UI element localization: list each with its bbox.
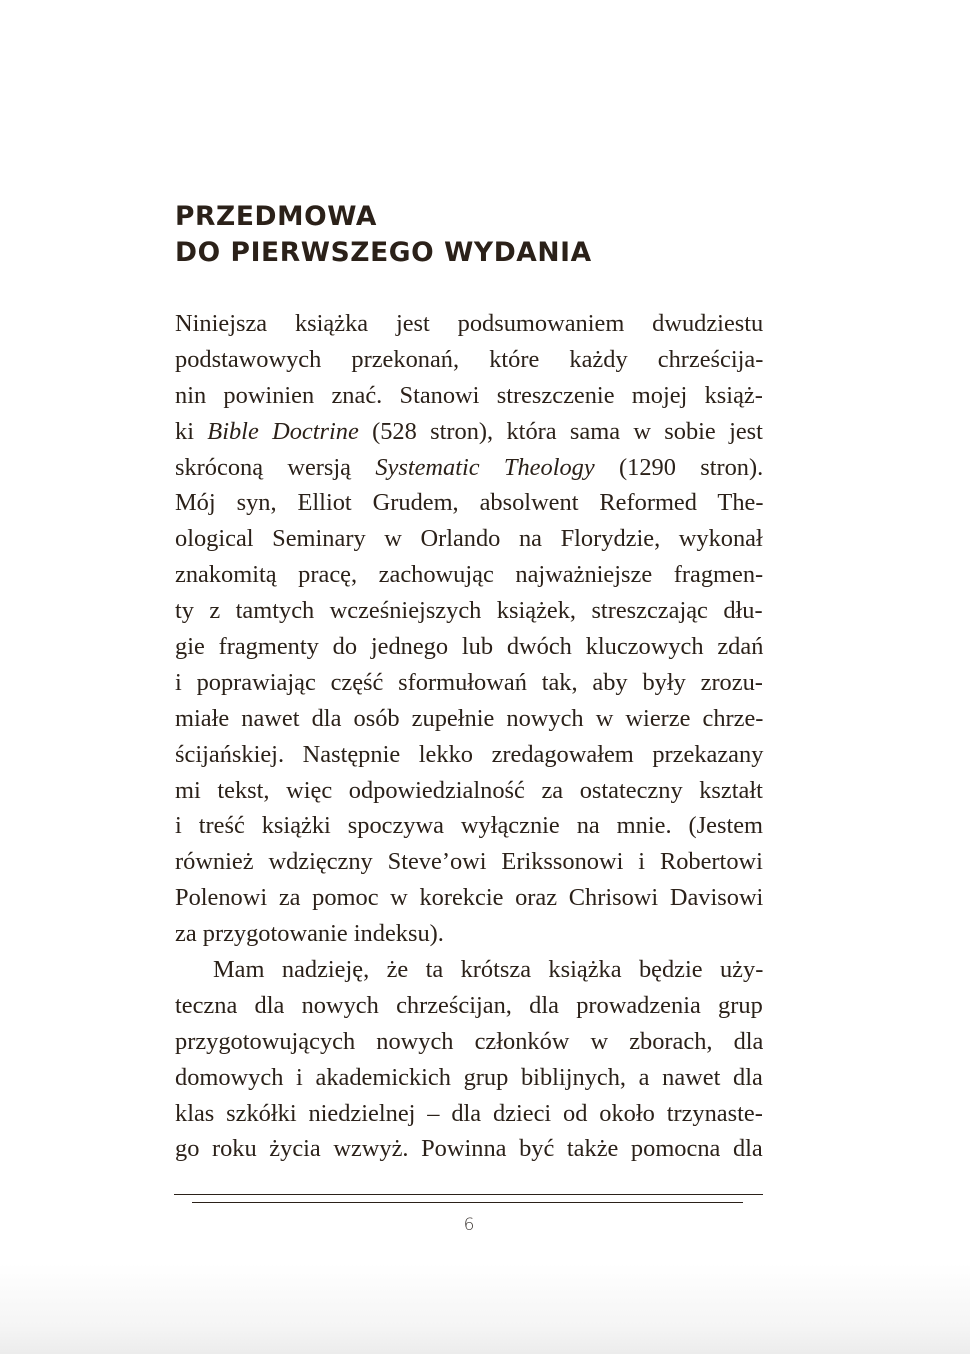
text-run: (528 stron), która sama w sobie jest: [358, 417, 763, 445]
book-title-italic: Systematic Theology: [375, 453, 595, 481]
text-line: i poprawiając część sformułowań tak, aby były zrozu-: [175, 668, 763, 696]
heading-line-1: PRZEDMOWA: [175, 201, 377, 232]
text-line: go roku życia wzwyż. Powinna być także pomocna dla: [175, 1135, 763, 1163]
text-line: [175, 414, 763, 450]
text-run: ki: [175, 417, 208, 445]
page-bottom-shadow: [0, 1264, 970, 1354]
text-line: domowych i akademickich grup biblijnych, a nawet dla: [175, 1063, 763, 1091]
text-line: mi tekst, więc odpowiedzialność za ostateczny kształt: [175, 776, 763, 804]
text-line: nin powinien znać. Stanowi streszczenie mojej książ-: [175, 381, 763, 409]
heading-line-2: DO PIERWSZEGO WYDANIA: [175, 237, 592, 268]
text-line: ścijańskiej. Następnie lekko zredagowałem przekazany: [175, 740, 764, 768]
text-line: miałe nawet dla osób zupełnie nowych w wierze chrze-: [175, 704, 764, 732]
text-line: Mam nadzieję, że ta krótsza książka będzie uży-: [213, 956, 764, 984]
footer-rule-bottom: [192, 1202, 743, 1203]
text-line: podstawowych przekonań, które każdy chrześcija-: [175, 345, 764, 373]
page-number: 6: [463, 1215, 475, 1235]
text-run: (1290 stron).: [594, 453, 764, 481]
text-line: [175, 450, 763, 486]
text-line: Mój syn, Elliot Grudem, absolwent Reformed The-: [175, 489, 764, 517]
footer-rule-top: [174, 1194, 763, 1195]
text-line: ty z tamtych wcześniejszych książek, streszczając dłu-: [175, 597, 763, 625]
text-line: Niniejsza książka jest podsumowaniem dwudziestu: [175, 310, 764, 337]
text-run: skróconą wersją: [175, 453, 376, 481]
text-line: Polenowi za pomoc w korekcie oraz Chrisowi Davisowi: [175, 884, 764, 912]
text-line: za przygotowanie indeksu).: [175, 920, 444, 948]
text-line: znakomitą pracę, zachowując najważniejsze fragmen-: [175, 561, 764, 589]
text-line: również wdzięczny Steve’owi Erikssonowi i Robertowi: [175, 848, 763, 876]
text-line: gie fragmenty do jednego lub dwóch kluczowych zdań: [175, 633, 764, 661]
paragraph-1: [175, 306, 763, 952]
text-line: przygotowujących nowych członków w zborach, dla: [175, 1027, 764, 1055]
text-line: teczna dla nowych chrześcijan, dla prowadzenia grup: [175, 991, 763, 1019]
text-line: ological Seminary w Orlando na Florydzie, wykonał: [175, 525, 763, 553]
chapter-heading: [175, 199, 592, 271]
text-line: klas szkółki niedzielnej – dla dzieci od około trzynaste-: [175, 1099, 763, 1127]
body-text: [175, 306, 763, 1167]
text-line: i treść książki spoczywa wyłącznie na mnie. (Jestem: [175, 812, 764, 840]
paragraph-2: [175, 952, 763, 1167]
book-title-italic: Bible Doctrine: [207, 417, 359, 445]
